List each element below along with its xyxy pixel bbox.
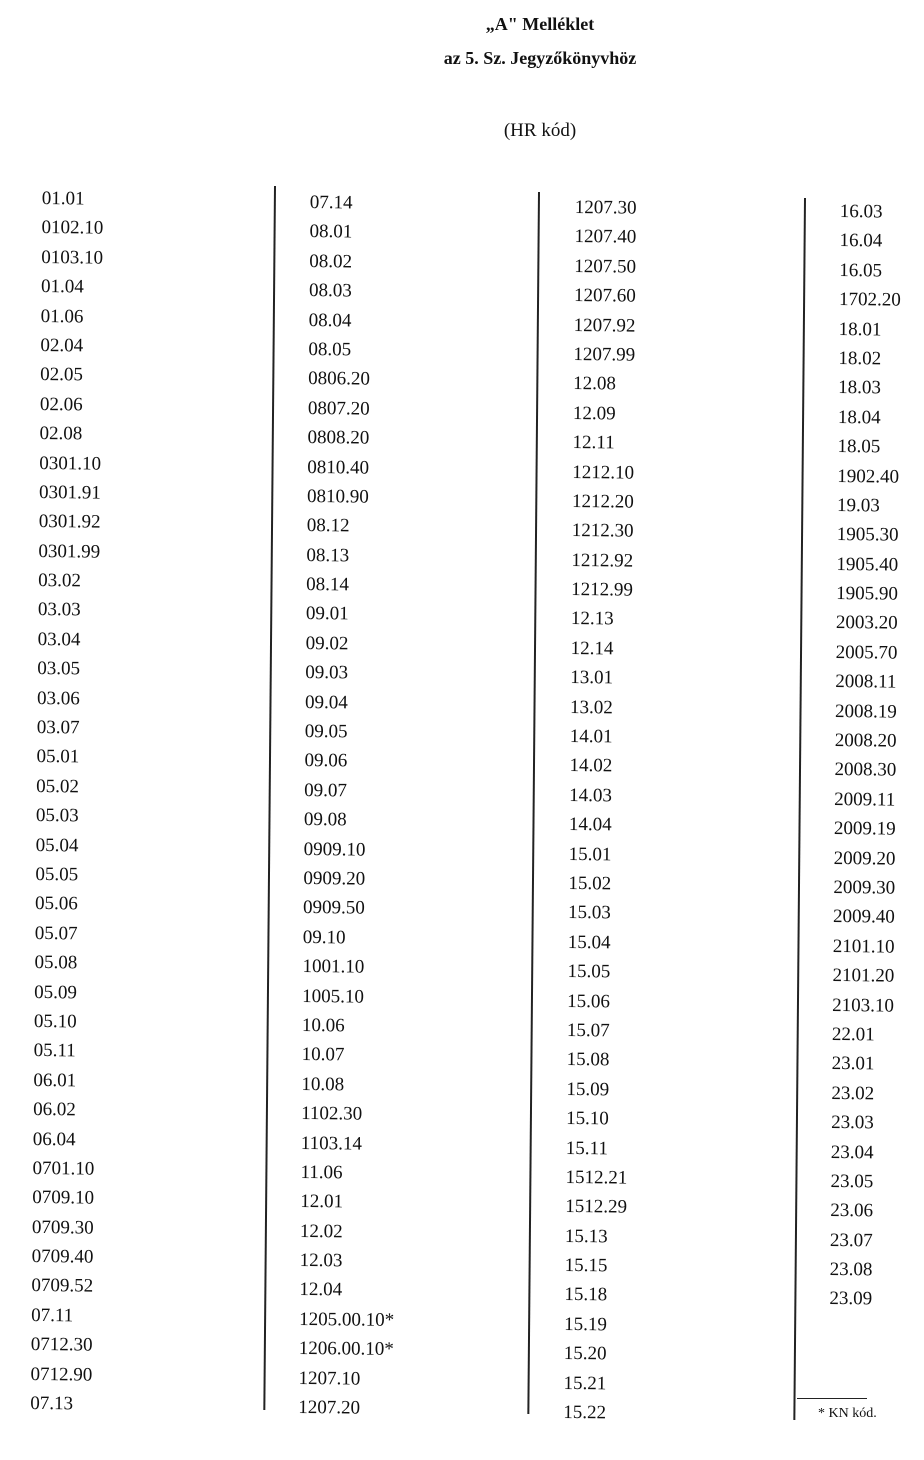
code-item: 1212.99 [571, 579, 634, 601]
code-type-label: (HR kód) [503, 120, 577, 141]
code-item: 2009.11 [834, 788, 896, 811]
code-item: 08.02 [309, 250, 353, 273]
code-item: 0709.40 [31, 1246, 94, 1268]
code-item: 14.02 [569, 755, 613, 777]
code-item: 2009.20 [833, 847, 896, 870]
code-item: 14.01 [569, 726, 613, 748]
code-item: 1207.20 [298, 1396, 361, 1419]
code-item: 09.03 [305, 662, 349, 684]
code-item: 2005.70 [835, 641, 898, 664]
code-item: 16.05 [839, 259, 883, 282]
code-item: 13.01 [570, 667, 614, 689]
code-item: 15.06 [567, 990, 611, 1012]
code-item: 0301.92 [38, 511, 101, 533]
code-item: 05.09 [34, 981, 78, 1003]
code-item: 1207.50 [574, 255, 637, 278]
code-item: 18.04 [837, 406, 881, 429]
code-item: 12.14 [570, 637, 614, 660]
code-item: 03.03 [37, 599, 81, 621]
code-item: 09.05 [304, 721, 348, 743]
code-item: 16.04 [839, 230, 883, 252]
code-item: 0909.10 [303, 838, 366, 861]
code-item: 05.10 [33, 1010, 77, 1033]
code-item: 02.04 [40, 334, 84, 357]
code-item: 0810.90 [306, 485, 369, 508]
code-item: 12.04 [299, 1279, 343, 1301]
code-item: 0909.50 [302, 897, 365, 919]
code-item: 1702.20 [838, 289, 901, 311]
code-item: 1905.40 [836, 553, 899, 576]
code-item: 07.11 [31, 1304, 74, 1327]
code-item: 02.06 [39, 393, 83, 416]
code-item: 0709.52 [31, 1275, 94, 1297]
code-item: 1001.10 [302, 956, 365, 978]
code-item: 1212.10 [572, 461, 635, 484]
code-item: 12.13 [570, 608, 614, 630]
code-column-2 [298, 188, 405, 1423]
code-item: 03.06 [36, 687, 80, 710]
code-item: 0301.10 [39, 452, 102, 475]
code-item: 15.04 [567, 931, 611, 954]
code-item: 15.15 [564, 1255, 608, 1277]
code-item: 18.02 [838, 347, 882, 370]
code-item: 2009.19 [833, 818, 896, 840]
code-item: 07.14 [309, 191, 353, 214]
code-item: 09.04 [304, 691, 348, 714]
code-item: 0712.90 [30, 1363, 93, 1386]
code-item: 2009.40 [832, 906, 895, 928]
footnote: * KN kód. [818, 1406, 877, 1421]
code-item: 0909.20 [303, 867, 366, 890]
code-item: 03.07 [36, 717, 80, 739]
document-title: „A" Melléklet [485, 14, 595, 34]
code-item: 1212.92 [571, 549, 634, 572]
code-item: 08.05 [308, 338, 352, 361]
code-item: 2101.20 [832, 965, 895, 987]
code-item: 05.04 [35, 834, 79, 856]
code-item: 15.02 [568, 872, 612, 895]
code-item: 11.06 [300, 1161, 343, 1184]
code-item: 15.01 [568, 843, 612, 865]
code-item: 06.02 [33, 1099, 76, 1121]
code-item: 1902.40 [837, 465, 900, 488]
code-item: 05.03 [35, 805, 79, 827]
code-item: 15.11 [565, 1137, 608, 1159]
code-item: 05.07 [34, 922, 78, 945]
code-item: 2008.19 [834, 700, 897, 723]
code-item: 05.11 [33, 1040, 76, 1062]
code-item: 0709.30 [31, 1216, 94, 1239]
code-item: 2103.10 [832, 994, 895, 1017]
code-item: 12.02 [299, 1220, 343, 1243]
code-item: 15.08 [566, 1049, 610, 1071]
code-item: 0712.30 [30, 1334, 93, 1356]
code-item: 0102.10 [41, 217, 104, 239]
code-item: 08.14 [306, 574, 350, 596]
code-item: 19.03 [836, 494, 880, 517]
code-item: 0103.10 [41, 246, 104, 269]
code-item: 0301.91 [38, 481, 101, 504]
code-item: 15.19 [564, 1313, 607, 1336]
code-item: 12.11 [572, 432, 615, 454]
code-item: 23.05 [830, 1170, 874, 1193]
code-item: 1905.90 [836, 583, 899, 605]
code-item: 15.22 [563, 1401, 607, 1424]
code-item: 1212.20 [571, 490, 634, 513]
code-item: 1212.30 [571, 520, 634, 542]
code-item: 06.04 [32, 1128, 76, 1150]
code-item: 1207.10 [298, 1367, 361, 1390]
code-item: 2008.11 [835, 671, 897, 693]
code-item: 12.03 [299, 1250, 343, 1272]
code-item: 23.07 [829, 1229, 873, 1252]
code-item: 2008.20 [834, 730, 897, 752]
code-item: 09.07 [304, 779, 348, 802]
code-item: 10.08 [301, 1073, 345, 1096]
code-item: 07.13 [30, 1392, 74, 1415]
code-item: 1207.30 [574, 196, 637, 219]
code-item: 1207.60 [573, 285, 636, 307]
code-item: 05.08 [34, 952, 78, 974]
code-item: 18.05 [837, 436, 881, 458]
code-item: 01.01 [41, 187, 85, 210]
code-item: 15.10 [566, 1108, 609, 1130]
code-item: 1207.40 [574, 226, 637, 248]
code-item: 0807.20 [307, 397, 370, 420]
code-item: 23.09 [829, 1288, 873, 1310]
code-item: 02.05 [40, 364, 84, 386]
code-item: 2101.10 [832, 935, 895, 958]
code-item: 15.20 [563, 1343, 607, 1365]
code-item: 03.04 [37, 628, 81, 651]
code-item: 05.02 [36, 775, 80, 798]
code-item: 18.01 [838, 318, 882, 340]
code-item: 09.08 [303, 809, 347, 831]
code-item: 08.04 [308, 309, 352, 331]
code-item: 15.07 [566, 1019, 610, 1042]
code-item: 12.08 [573, 373, 617, 395]
code-item: 15.18 [564, 1284, 608, 1306]
code-item: 09.02 [305, 632, 349, 655]
code-item: 23.08 [829, 1259, 873, 1281]
code-item: 05.05 [35, 863, 79, 886]
code-item: 1205.00.10* [299, 1308, 395, 1331]
code-column-4 [829, 197, 901, 1314]
code-item: 15.21 [563, 1372, 607, 1394]
code-item: 15.05 [567, 961, 611, 983]
code-item: 0806.20 [308, 368, 371, 390]
code-item: 0808.20 [307, 427, 370, 449]
code-item: 2008.30 [834, 759, 897, 781]
code-item: 1512.29 [565, 1196, 628, 1218]
code-item: 1207.92 [573, 314, 636, 337]
code-item: 23.04 [830, 1141, 874, 1163]
code-item: 08.12 [306, 515, 350, 537]
code-item: 23.01 [831, 1053, 875, 1075]
code-item: 0709.10 [32, 1187, 95, 1209]
code-item: 1206.00.10* [298, 1338, 394, 1361]
column-divider [263, 186, 275, 1410]
code-item: 15.13 [564, 1225, 608, 1248]
code-item: 13.02 [569, 696, 613, 719]
code-item: 0810.40 [307, 456, 370, 479]
code-item: 08.03 [308, 280, 352, 302]
code-column-3 [563, 193, 637, 1428]
code-item: 06.01 [33, 1069, 77, 1092]
code-item: 0301.99 [38, 540, 101, 563]
code-item: 1207.99 [573, 343, 636, 366]
code-item: 2009.30 [833, 876, 896, 899]
code-item: 02.08 [39, 423, 83, 445]
code-item: 23.03 [831, 1112, 874, 1134]
code-item: 15.03 [567, 902, 611, 924]
code-item: 1103.14 [300, 1132, 362, 1155]
code-item: 1005.10 [302, 985, 365, 1008]
footnote-rule [797, 1398, 867, 1399]
code-item: 22.01 [831, 1023, 875, 1046]
code-item: 15.09 [566, 1078, 610, 1101]
code-item: 05.01 [36, 746, 80, 768]
code-item: 1512.21 [565, 1166, 628, 1189]
code-item: 16.03 [839, 200, 883, 223]
code-item: 12.09 [572, 402, 616, 425]
document-subtitle: az 5. Sz. Jegyzőkönyvhöz [443, 48, 637, 68]
column-divider [793, 198, 805, 1420]
code-item: 23.02 [831, 1082, 875, 1105]
code-item: 23.06 [830, 1200, 874, 1222]
code-item: 08.13 [306, 544, 350, 567]
code-item: 1102.30 [301, 1103, 363, 1125]
code-item: 10.06 [301, 1014, 345, 1037]
code-item: 05.06 [34, 893, 78, 915]
code-item: 14.04 [568, 814, 612, 836]
code-item: 1905.30 [836, 524, 899, 546]
code-item: 08.01 [309, 221, 353, 243]
column-divider [527, 192, 539, 1414]
code-item: 01.06 [40, 305, 84, 327]
code-column-1 [30, 184, 104, 1419]
code-item: 03.02 [38, 570, 82, 592]
code-item: 03.05 [37, 658, 81, 680]
code-item: 09.06 [304, 750, 348, 772]
code-item: 10.07 [301, 1044, 345, 1066]
code-item: 0701.10 [32, 1157, 95, 1180]
code-item: 2003.20 [835, 612, 898, 635]
code-item: 01.04 [40, 276, 84, 298]
code-item: 12.01 [300, 1191, 344, 1213]
code-item: 18.03 [838, 377, 882, 399]
code-item: 09.01 [305, 603, 349, 625]
code-item: 14.03 [569, 784, 613, 807]
code-item: 09.10 [302, 926, 346, 949]
